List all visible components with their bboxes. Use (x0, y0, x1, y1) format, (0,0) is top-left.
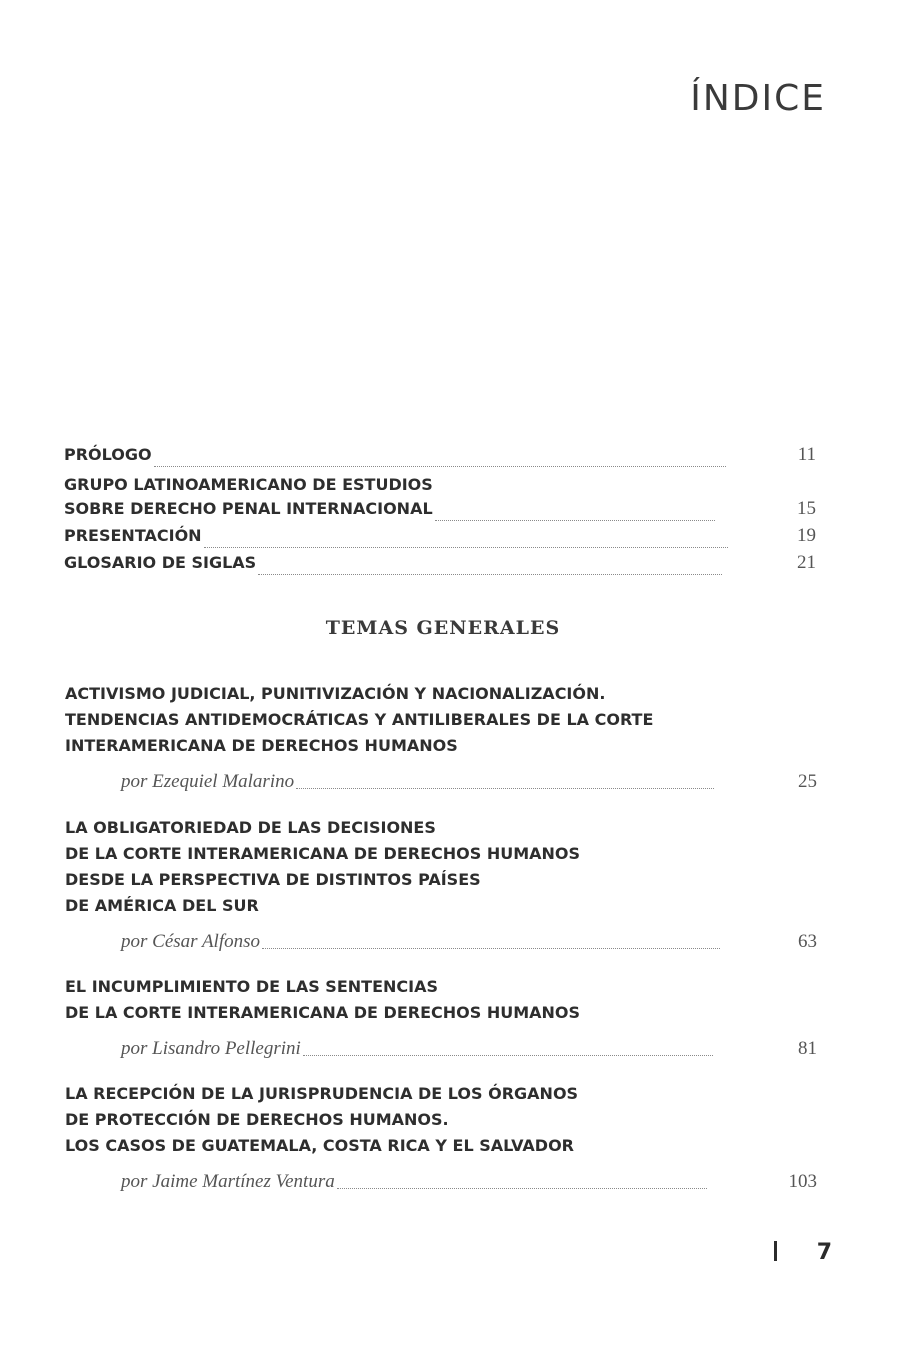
entry-title-line: EL INCUMPLIMIENTO DE LAS SENTENCIAS (65, 977, 438, 996)
front-matter-list (64, 444, 824, 579)
toc-row-grupo[interactable] (64, 498, 824, 525)
page-footer (774, 1240, 832, 1265)
toc-label: SOBRE DERECHO PENAL INTERNACIONAL (64, 499, 433, 518)
entry-author-row (65, 1038, 825, 1060)
toc-label: PRESENTACIÓN (64, 526, 202, 545)
entry-title-line: DESDE LA PERSPECTIVA DE DISTINTOS PAÍSES (65, 870, 481, 889)
entry-title-line: LA OBLIGATORIEDAD DE LAS DECISIONES (65, 818, 436, 837)
toc-label: PRÓLOGO (64, 445, 152, 464)
toc-page-number: 15 (797, 498, 816, 519)
page-number: 7 (816, 1240, 832, 1265)
toc-row-glosario[interactable] (64, 552, 824, 579)
entry-title-line: TENDENCIAS ANTIDEMOCRÁTICAS Y ANTILIBERALES DE LA CORTE (65, 710, 654, 729)
entry-title-line: ACTIVISMO JUDICIAL, PUNITIVIZACIÓN Y NACIONALIZACIÓN. (65, 684, 606, 703)
toc-entry[interactable] (65, 974, 825, 1060)
section-heading: TEMAS GENERALES (325, 617, 561, 639)
entry-author: por Ezequiel Malarino (121, 771, 295, 792)
dot-leader (435, 519, 715, 521)
toc-page-number: 19 (797, 525, 816, 546)
toc-entry[interactable] (65, 1081, 825, 1193)
entry-title-line: INTERAMERICANA DE DERECHOS HUMANOS (65, 736, 458, 755)
toc-page-number: 11 (797, 444, 816, 465)
entry-page-number: 103 (788, 1171, 817, 1192)
dot-leader (337, 1187, 707, 1189)
dot-leader (204, 546, 728, 548)
entry-title-line: LOS CASOS DE GUATEMALA, COSTA RICA Y EL SALVADOR (65, 1136, 574, 1155)
dot-leader (154, 465, 726, 467)
toc-label: GLOSARIO DE SIGLAS (64, 553, 257, 572)
entry-page-number: 63 (798, 931, 817, 952)
footer-divider (774, 1241, 777, 1261)
entry-title-line: DE PROTECCIÓN DE DERECHOS HUMANOS. (65, 1110, 449, 1129)
toc-entry[interactable] (65, 681, 825, 793)
dot-leader (262, 947, 720, 949)
entry-page-number: 81 (798, 1038, 817, 1059)
dot-leader (303, 1054, 713, 1056)
entry-title-line: LA RECEPCIÓN DE LA JURISPRUDENCIA DE LOS ÓRGANOS (65, 1084, 579, 1103)
entry-author-row (65, 931, 825, 953)
dot-leader (296, 787, 714, 789)
entry-author-row (65, 1171, 825, 1193)
dot-leader (258, 573, 722, 575)
toc-row-presentacion[interactable] (64, 525, 824, 552)
entry-author: por Jaime Martínez Ventura (121, 1171, 335, 1192)
toc-label-line: GRUPO LATINOAMERICANO DE ESTUDIOS (64, 475, 433, 494)
entry-author: por César Alfonso (121, 931, 261, 952)
entry-author-row (65, 771, 825, 793)
entry-title-line: DE LA CORTE INTERAMERICANA DE DERECHOS HUMANOS (65, 1003, 581, 1022)
page-title: ÍNDICE (690, 78, 826, 119)
toc-entry[interactable] (65, 815, 825, 953)
entry-title-line: DE AMÉRICA DEL SUR (65, 896, 259, 915)
entry-author: por Lisandro Pellegrini (121, 1038, 301, 1059)
toc-row-prologo[interactable] (64, 444, 824, 471)
entry-page-number: 25 (798, 771, 817, 792)
entry-title-line: DE LA CORTE INTERAMERICANA DE DERECHOS HUMANOS (65, 844, 581, 863)
toc-page-number: 21 (797, 552, 816, 573)
